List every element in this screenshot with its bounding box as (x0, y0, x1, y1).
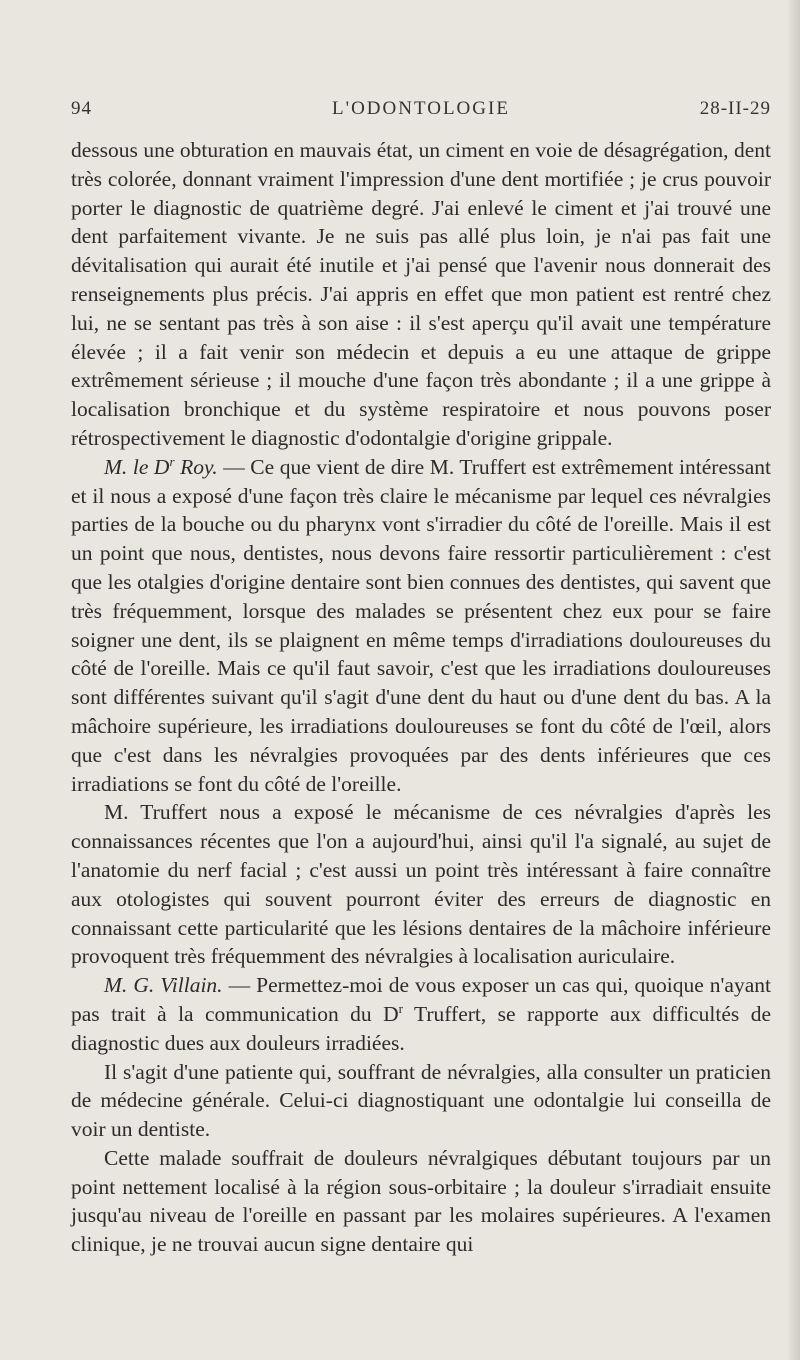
paragraph-roy (71, 453, 771, 799)
running-header (71, 98, 771, 128)
journal-title: L'ODONTOLOGIE (332, 98, 510, 119)
superscript: r (169, 453, 175, 469)
paragraph-text: — Ce que vient de dire M. Truffert est extrêmement intéressant et il nous a exposé d'une façon très claire le mécanisme par lequel ces névralgies parties de la bouche ou du pharynx vont s'irradier du côté de l'oreille. Mais il est un point que nous, dentistes, nous devons faire ressortir particulièrement : c'est que les otalgies d'origine dentaire sont bien connues des dentistes, qui savent que très fréquemment, lorsque des malades se présentent chez eux pour se faire soigner une dent, ils se plaignent en même temps d'irradiations douloureuses du côté de l'oreille. Mais ce qu'il faut savoir, c'est que les irradiations douloureuses sont différentes suivant qu'il s'agit d'une dent du haut ou d'une dent du bas. A la mâchoire supérieure, les irradiations douloureuses se font du côté de l'œil, alors que c'est dans les névralgies provoquées par des dents inférieures que ces irradiations se font du côté de l'oreille. (71, 454, 771, 796)
paragraph-text: — Permettez-moi de vous exposer un cas qui, quoique n'ayant pas trait à la communication du D (71, 973, 771, 1026)
speaker-name: M. G. Villain. (104, 973, 223, 998)
body-text (71, 136, 771, 1259)
superscript: r (398, 1000, 403, 1016)
paragraph-malade: Cette malade souffrait de douleurs névralgiques débutant toujours par un point nettement localisé à la région sous-orbitaire ; la douleur s'irradiait ensuite jusqu'au niveau de l'oreille en passant par les molaires supérieures. A l'examen clinique, je ne trouvai aucun signe dentaire qui (71, 1145, 771, 1257)
page-number: 94 (71, 98, 92, 119)
paragraph-text: Truffert, se rapporte aux difficultés de diagnostic dues aux douleurs irradiées. (71, 1001, 771, 1055)
speaker-name-part: M. le D (104, 454, 170, 479)
speaker-name-part: Roy. (174, 454, 218, 479)
paragraph-villain (71, 971, 771, 1057)
page-edge-shadow (786, 0, 800, 1360)
speaker-name (104, 455, 218, 479)
paragraph-continuation: dessous une obturation en mauvais état, un ciment en voie de désagrégation, dent très colorée, donnant vraiment l'impression d'une dent mortifiée ; je crus pouvoir porter le diagnostic de quatrième degré. J'ai enlevé le ciment et j'ai trouvé une dent parfaitement vivante. Je ne suis pas allé plus loin, je n'ai pas fait une dévitalisation qui aurait été inutile et j'ai pensé que l'avenir nous donnerait des renseignements plus précis. J'ai appris en effet que mon patient est rentré chez lui, ne se sentant pas très à son aise : il s'est aperçu qu'il avait une température élevée ; il a fait venir son médecin et depuis a eu une attaque de grippe extrêmement sérieuse ; il mouche d'une façon très abondante ; il a une grippe à localisation bronchique et du système respiratoire et nous pouvons poser rétrospectivement le diagnostic d'odontalgie d'origine grippale. (71, 138, 771, 450)
issue-date: 28-II-29 (699, 98, 771, 119)
paragraph-truffert: M. Truffert nous a exposé le mécanisme de ces névralgies d'après les connaissances récentes que l'on a aujourd'hui, ainsi qu'il l'a signalé, au sujet de l'anatomie du nerf facial ; c'est aussi un point très intéressant à faire connaître aux otologistes qui souvent pourront éviter des erreurs de diagnostic en connaissant cette particularité que les lésions dentaires de la mâchoire inférieure provoquent très fréquemment des névralgies à localisation auriculaire. (71, 800, 771, 969)
paragraph-patient: Il s'agit d'une patiente qui, souffrant de névralgies, alla consulter un praticien de médecine générale. Celui-ci diagnostiquant une odontalgie lui conseilla de voir un dentiste. (71, 1059, 771, 1142)
